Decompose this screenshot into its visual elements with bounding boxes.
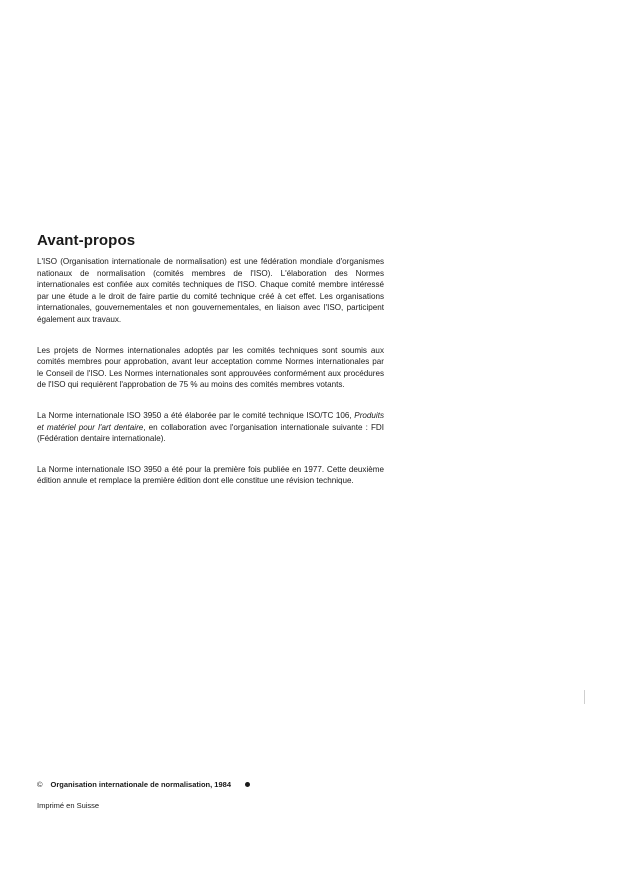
paragraph-edition: La Norme internationale ISO 3950 a été pour la première fois publiée en 1977. Cette deuxième édition annule et remplace la première édition dont elle constitue une révision technique. — [37, 464, 384, 486]
copyright-symbol: © — [37, 780, 43, 789]
elaboration-text-start: La Norme internationale ISO 3950 a été élaborée par le comité technique ISO/TC 106, — [37, 410, 352, 420]
copyright-text: Organisation internationale de normalisation, 1984 — [50, 780, 231, 789]
paragraph-elaboration — [37, 410, 384, 445]
printed-in: Imprimé en Suisse — [37, 801, 100, 810]
paragraph-iso-intro: L'ISO (Organisation internationale de normalisation) est une fédération mondiale d'organismes nationaux de normalisation (comités membres de l'ISO). L'élaboration des Normes internationales est confiée aux comités techniques de l'ISO. Chaque comité membre intéressé par une étude a le droit de faire partie du comité technique créé à cet effet. Les organisations internationales, gouvernementales et non gouvernementales, en liaison avec l'ISO, participent également aux travaux. — [37, 257, 384, 324]
committee-title: Produits et matériel pour l'art dentaire — [37, 410, 384, 432]
paragraph-approval: Les projets de Normes internationales adoptés par les comités techniques sont soumis aux comités membres pour approbation, avant leur acceptation comme Normes internationales par le Conseil de l'ISO. Les Normes internationales sont approuvées conformément aux procédures de l'ISO qui requièrent l'approbation de 75 % au moins des comités membres votants. — [37, 345, 384, 390]
page-title: Avant-propos — [37, 232, 136, 249]
copyright-line — [37, 780, 250, 789]
foreword-body — [37, 256, 384, 506]
bullet-icon — [245, 782, 250, 787]
margin-mark — [584, 690, 585, 704]
elaboration-text-end: , en collaboration avec l'organisation internationale suivante : FDI (Fédération dentaire internationale). — [37, 422, 384, 444]
